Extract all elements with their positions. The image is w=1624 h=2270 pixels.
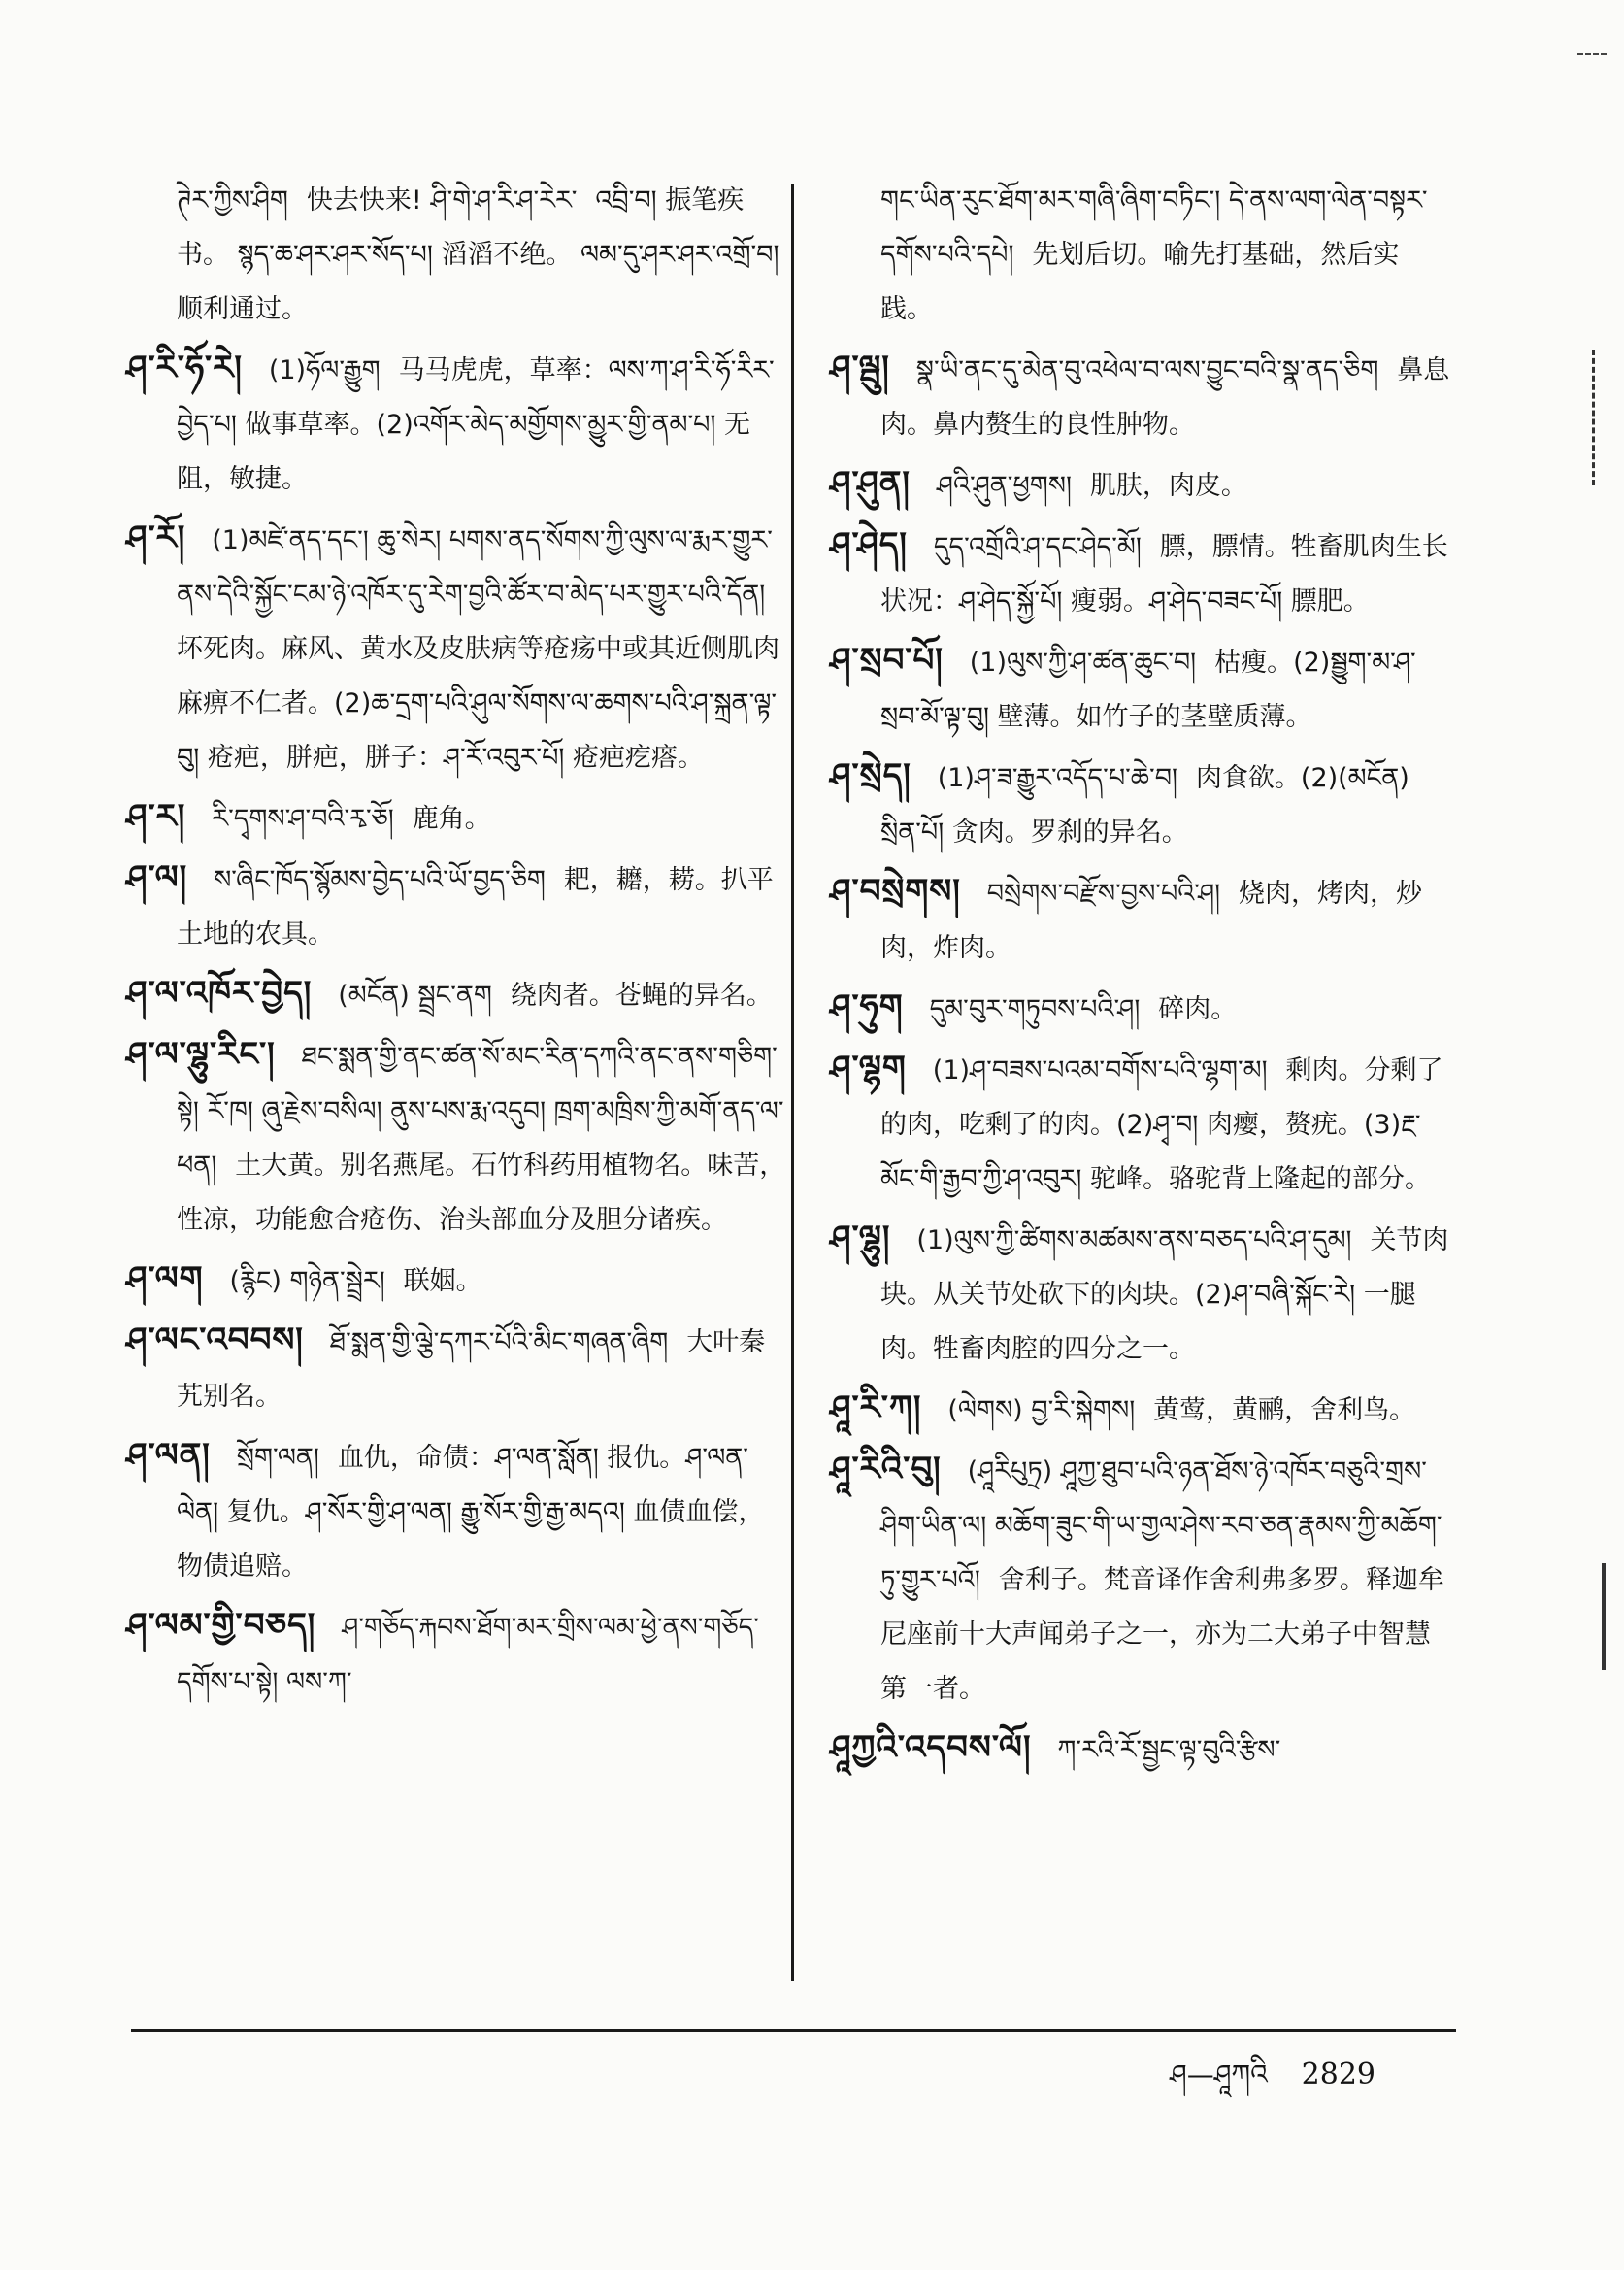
entry-headword: ཤ་ཤུན། xyxy=(830,464,911,503)
tibetan-definition: རི་དྭགས་ཤ་བའི་རྭ་ཅོ། xyxy=(212,804,394,834)
tibetan-definition: དུད་འགྲོའི་ཤ་དང་ཤེད་མོ། xyxy=(933,532,1142,562)
tibetan-definition: དུམ་བུར་གཏུབས་པའི་ཤ། xyxy=(929,994,1141,1024)
tibetan-definition: (1)མཛེ་ནད་དང་། ཆུ་སེར། པགས་ནད་སོགས་ཀྱི་ལུས་ལ་རྨར་གྱུར་ནས་དེའི་སྐྱོང་ངམ་ཉེ་འཁོར་དུ་རེག་བྱའི་ཚོར་བ་མེད་པར་གྱུར་པའི་དོན། xyxy=(177,525,773,610)
page-footer xyxy=(1170,2044,1375,2120)
dictionary-entry xyxy=(126,512,786,784)
tibetan-definition: སྲོག་ལན། xyxy=(236,1443,319,1473)
dictionary-entry xyxy=(126,342,786,506)
scan-mark xyxy=(1602,1563,1613,1670)
entry-headword: ཤ་ལ་ལྷུ་རིང་། xyxy=(126,1035,276,1074)
entry-headword: ཤ་སྲབ་པོ། xyxy=(830,641,944,680)
scan-mark xyxy=(1592,350,1603,485)
dictionary-entry xyxy=(830,1042,1451,1206)
footer-rule xyxy=(131,2029,1456,2032)
tibetan-definition: (མངོན) སྦྲང་ནག xyxy=(338,981,492,1011)
left-column xyxy=(126,173,786,1715)
dictionary-entry xyxy=(126,1252,786,1308)
tibetan-definition: (1)ཧོལ་རྒྱུག xyxy=(268,355,381,385)
entry-headword: ཤ་ལག xyxy=(126,1259,204,1298)
dictionary-entry xyxy=(830,173,1451,336)
dictionary-entry xyxy=(126,790,786,846)
tibetan-definition: (ཤཱརིཔུཏྲ) ཤཱཀྱ་ཐུབ་པའི་ཉན་ཐོས་ཉེ་འཁོར་བཅུའི་གྲས་ཤིག་ཡིན་ལ། མཆོག་ཟུང་གི་ཡ་གྱལ་ཤེས་རབ་ཅན་རྣམས་ཀྱི་མཆོག་ཏུ་གྱུར་པའོ། xyxy=(880,1456,1442,1595)
dictionary-entry xyxy=(830,1721,1451,1777)
chinese-definition: 联姻。 xyxy=(403,1266,482,1296)
tibetan-definition: (1)ཤ་ཟ་རྒྱུར་འདོད་པ་ཆེ་བ། xyxy=(937,763,1177,793)
chinese-definition: 肉食欲。(2)(མངོན) སྲིན་པོ། 贪肉。罗刹的异名。 xyxy=(880,763,1409,848)
tibetan-definition: ཀ་རའི་རོ་སྦྱང་ལྟ་བུའི་རྩིས་ xyxy=(1057,1735,1281,1765)
entry-headword: ཤ་ཧུག xyxy=(830,987,904,1026)
chinese-definition: 剩肉。分剩了的肉，吃剩了的肉。(2)ཤྭ་བ། 肉瘿，赘疣。(3)རྔ་མོང་གི་རྒྱབ་ཀྱི་ཤ་འབུར། 驼峰。骆驼背上隆起的部分。 xyxy=(880,1055,1443,1194)
dictionary-entry xyxy=(126,967,786,1022)
entry-headword: ཤཱ་རི་ཀ། xyxy=(830,1388,922,1427)
chinese-definition: 土大黄。别名燕尾。石竹科药用植物名。味苦，性凉，功能愈合疮伤、治头部血分及胆分诸疾。 xyxy=(177,1151,786,1235)
chinese-definition: 膘，膘情。牲畜肌肉生长状况：ཤ་ཤེད་སྐྱོ་པོ། 瘦弱。ཤ་ཤེད་བཟང་པོ། 膘肥。 xyxy=(880,532,1448,617)
dictionary-entry xyxy=(126,1028,786,1247)
page-number: 2829 xyxy=(1301,2057,1376,2091)
entry-headword: ཤ་ལ་འཁོར་བྱེད། xyxy=(126,974,313,1013)
tibetan-definition: (ལེགས) བྱ་རི་སྐེགས། xyxy=(947,1395,1136,1425)
chinese-definition: 马马虎虎，草率：ལས་ཀ་ཤ་རི་ཧོ་རིར་བྱེད་པ། 做事草率。(2)འགོར་མེད་མགྱོགས་མྱུར་གྱི་ནམ་པ། 无阻，敏捷。 xyxy=(177,355,775,494)
dictionary-entry xyxy=(830,457,1451,513)
entry-headword: ཤཱ་རིའི་བུ། xyxy=(830,1450,942,1488)
dictionary-entry xyxy=(830,634,1451,744)
dictionary-entry xyxy=(126,1599,786,1709)
chinese-definition: 舍利子。梵音译作舍利弗多罗。释迦牟尼座前十大声闻弟子之一，亦为二大弟子中智慧第一者。 xyxy=(880,1565,1444,1704)
tibetan-definition: ས་ཞིང་ཁོད་སྙོམས་བྱེད་པའི་ཡོ་བྱད་ཅིག xyxy=(214,865,546,895)
dictionary-entry xyxy=(830,1212,1451,1376)
right-column xyxy=(830,173,1451,1783)
dictionary-entry xyxy=(830,342,1451,451)
chinese-definition: 绕肉者。苍蝇的异名。 xyxy=(510,981,773,1011)
chinese-definition: 大叶秦艽别名。 xyxy=(177,1327,766,1412)
entry-headword: ཤ་སྲེད། xyxy=(830,756,911,795)
column-divider xyxy=(791,184,794,1981)
chinese-definition: 碎肉。 xyxy=(1158,994,1238,1024)
chinese-definition: 坏死肉。麻风、黄水及皮肤病等疮疡中或其近侧肌肉麻痹不仁者。(2)ཆ་དྲག་པའི་ཤུལ་སོགས་ལ་ཆགས་པའི་ཤ་སྐྲན་ལྟ་བུ། 疮疤，胼疤，胼子：ཤ་རོ་འབུར་པོ། 疮疤疙瘩。 xyxy=(177,634,779,773)
chinese-definition: 耙，耱，耢。扒平土地的农具。 xyxy=(177,865,774,950)
dictionary-entry xyxy=(126,173,786,336)
chinese-definition: 黄莺，黄鹂，舍利鸟。 xyxy=(1153,1395,1416,1425)
entry-headword: ཤ་ལྷུ། xyxy=(830,1218,891,1257)
chinese-definition: 血仇，命债：ཤ་ལན་སློན། 报仇。ཤ་ལན་ལེན། 复仇。ཤ་སོར་གྱི་ཤ་ལན། རྒྱུ་སོར་གྱི་རྒྱ་མདའ། 血债血偿，物债追赔。 xyxy=(177,1443,765,1582)
tibetan-definition: གང་ཡིན་རུང་ཐོག་མར་གཞི་ཞིག་བཏིང་། དེ་ནས་ལག་ལེན་བསྟར་དགོས་པའི་དཔེ། xyxy=(880,185,1428,270)
tibetan-definition: (1)ལུས་ཀྱི་ཚིགས་མཚམས་ནས་བཅད་པའི་ཤ་དུམ། xyxy=(916,1225,1352,1255)
chinese-definition: 鹿角。 xyxy=(412,804,491,834)
entry-headword: ཤ་རོ། xyxy=(126,518,186,557)
tibetan-example: ཤི་གེ་ཤ་རི་ཤ་རེར་ xyxy=(430,185,578,216)
entry-headword: ཤ་ལང་འབབས། xyxy=(126,1320,304,1359)
tibetan-definition: སྣ་ཡི་ནང་དུ་མེན་བུ་འཕེལ་བ་ལས་བྱུང་བའི་སྣ་ནད་ཅིག xyxy=(915,355,1379,385)
dictionary-entry xyxy=(830,518,1451,628)
entry-headword: ཤ་ལན། xyxy=(126,1436,211,1475)
entry-headword: ཤ་ཤེད། xyxy=(830,525,908,564)
chinese-definition: 烧肉，烤肉，炒肉，炸肉。 xyxy=(880,879,1423,963)
tibetan-definition: ཐང་སྨན་གྱི་ནང་ཚན་སོ་མང་རིན་དཀའི་ནང་ནས་གཅིག་སྟེ། རོ་ཁ། ཞུ་རྗེས་བསིལ། ནུས་པས་རྨ་འདུབ། ཁྲག་མཁྲིས་ཀྱི་མགོ་ནད་ལ་ཕན། xyxy=(177,1042,784,1181)
dictionary-entry xyxy=(830,1382,1451,1437)
entry-headword: ཤ་བསྲེགས། xyxy=(830,872,961,911)
tibetan-definition: བསྲེགས་བརྫོས་བྱས་པའི་ཤ། xyxy=(986,879,1221,909)
dictionary-entry xyxy=(830,1443,1451,1716)
tibetan-definition: ཤའི་ཤུན་ཕྱགས། xyxy=(936,471,1073,501)
chinese-definition: 快去快来! xyxy=(306,185,422,216)
chinese-definition: 关节肉块。从关节处砍下的肉块。(2)ཤ་བཞི་སྐོང་རེ། 一腿肉。牲畜肉腔的四分之一。 xyxy=(880,1225,1449,1364)
entry-headword: ཤ་ལྷག xyxy=(830,1049,907,1087)
tibetan-definition: ཊེར་ཀྱིས་ཤིག xyxy=(177,185,288,216)
dictionary-entry xyxy=(830,865,1451,975)
scan-mark xyxy=(1577,53,1607,57)
entry-headword: ཤ་རི་ཧོ་རེ། xyxy=(126,349,243,387)
entry-headword: ཤཱཀྱའི་འདབས་ལོ། xyxy=(830,1728,1032,1767)
dictionary-entry xyxy=(126,1429,786,1593)
dictionary-entry xyxy=(830,981,1451,1036)
dictionary-entry xyxy=(126,851,786,961)
chinese-definition: 枯瘦。(2)སྦྱུག་མ་ཤ་སྲབ་མོ་ལྟ་བུ། 壁薄。如竹子的茎壁质薄。 xyxy=(880,648,1416,732)
chinese-definition: 先划后切。喻先打基础，然后实践。 xyxy=(880,240,1400,324)
tibetan-definition: (རྙིང) གཉེན་སྦྲེར། xyxy=(229,1266,385,1296)
dictionary-entry xyxy=(126,1314,786,1423)
entry-headword: ཤ་ལྦུ། xyxy=(830,349,890,387)
chinese-definition: 鼻息肉。鼻内赘生的良性肿物。 xyxy=(880,355,1450,440)
tibetan-definition: (1)ལུས་ཀྱི་ཤ་ཚན་ཆུང་བ། xyxy=(969,648,1197,678)
entry-continuation: འབྲི་བ། 振笔疾书。 སྙད་ཆ་ཤར་ཤར་སོད་པ། 滔滔不绝。 ལམ་དུ་ཤར་ཤར་འགྲོ་བ། 顺利通过。 xyxy=(177,185,779,324)
chinese-definition: 肌肤，肉皮。 xyxy=(1089,471,1247,501)
tibetan-definition: ཐོ་སྨན་གྱི་ལྕེ་དཀར་པོའི་མིང་གཞན་ཞིག xyxy=(329,1327,669,1357)
tibetan-definition: (1)ཤ་བཟས་པའམ་བགོས་པའི་ལྷག་མ། xyxy=(932,1055,1268,1085)
dictionary-entry xyxy=(830,750,1451,859)
tibetan-definition: ཤ་གཅོད་རྐབས་ཐོག་མར་གྲིས་ལམ་ཕྱེ་ནས་གཅོད་དགོས་པ་སྟེ། ལས་ཀ་ xyxy=(177,1613,759,1697)
entry-headword: ཤ་ལ། xyxy=(126,858,188,897)
entry-headword: ཤ་ར། xyxy=(126,797,186,836)
entry-headword: ཤ་ལམ་གྱི་བཅད། xyxy=(126,1606,316,1645)
footer-range: ཤ—ཤཱཀའི xyxy=(1170,2058,1268,2090)
